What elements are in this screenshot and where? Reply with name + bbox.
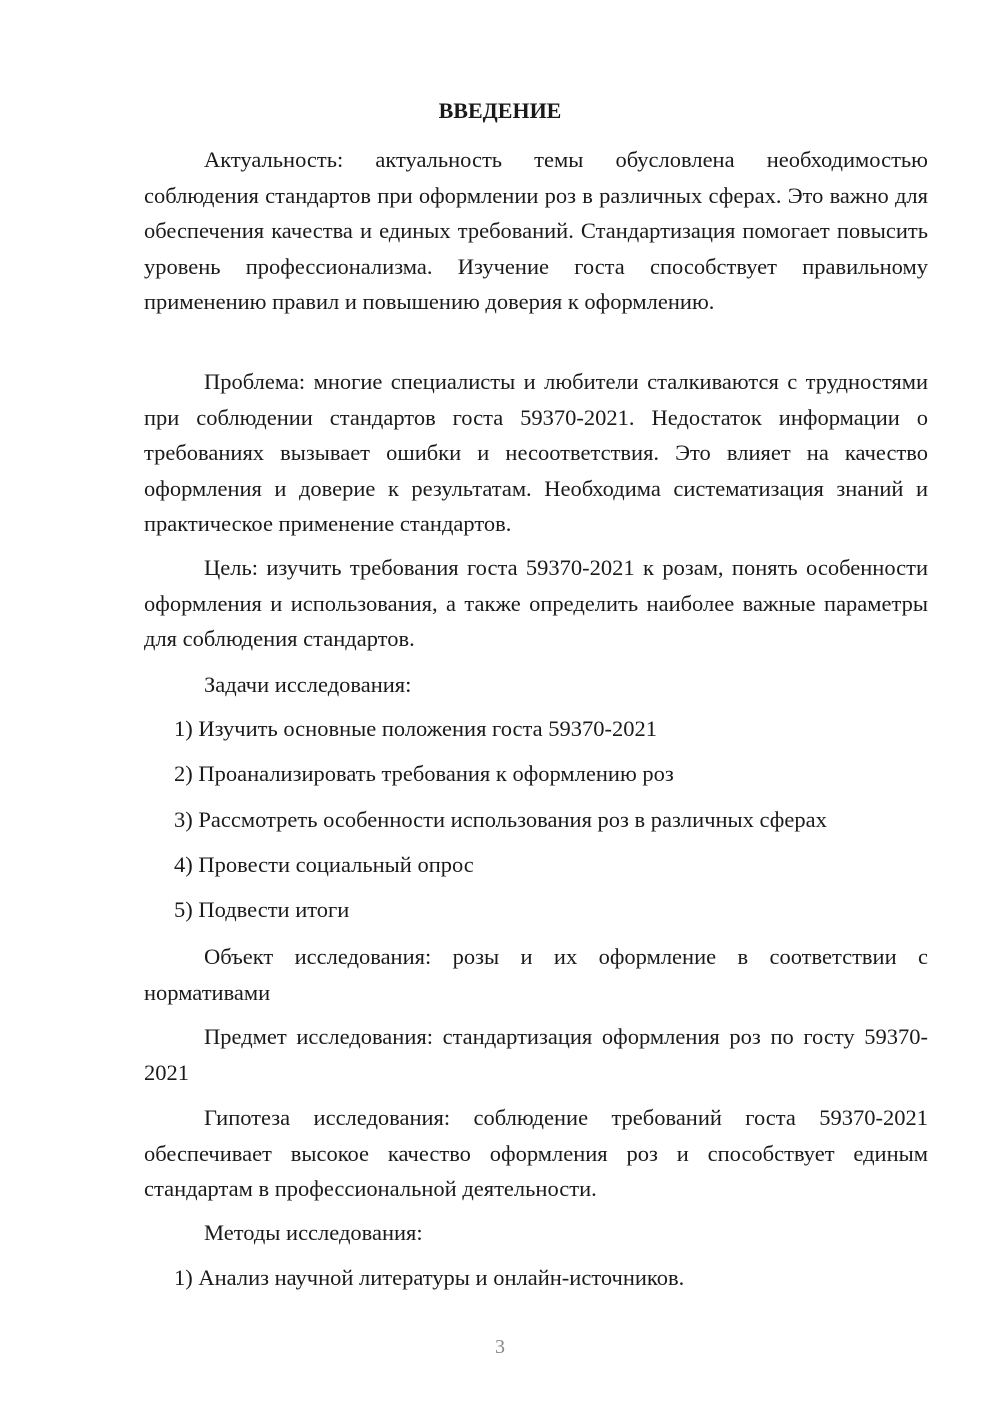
subject-paragraph: Предмет исследования: стандартизация оформления роз по госту 59370-2021 [144,1024,928,1085]
section-title: ВВЕДЕНИЕ [438,98,562,123]
task-item-2: 2) Проанализировать требования к оформлению роз [174,761,674,786]
relevance-paragraph: Актуальность: актуальность темы обусловлена необходимостью соблюдения стандартов при оформлении роз в различных сферах. Это важно для обеспечения качества и единых требований. Стандартизация помогает повысить уровень профессионализма. Изучение госта способствует правильному применению правил и повышению доверия к оформлению. [144,147,928,314]
task-item-4: 4) Провести социальный опрос [174,852,474,877]
task-item-5: 5) Подвести итоги [174,897,350,922]
page-number: 3 [495,1336,505,1358]
goal-paragraph: Цель: изучить требования госта 59370-2021 к розам, понять особенности оформления и использования, а также определить наиболее важные параметры для соблюдения стандартов. [144,555,928,651]
methods-heading: Методы исследования: [204,1220,423,1245]
task-item-1: 1) Изучить основные положения госта 59370-2021 [174,716,657,741]
hypothesis-paragraph: Гипотеза исследования: соблюдение требований госта 59370-2021 обеспечивает высокое качество оформления роз и способствует единым стандартам в профессиональной деятельности. [144,1105,928,1201]
task-item-3: 3) Рассмотреть особенности использования роз в различных сферах [174,807,827,832]
object-paragraph: Объект исследования: розы и их оформление в соответствии с нормативами [144,944,928,1005]
method-item-1: 1) Анализ научной литературы и онлайн-источников. [174,1265,685,1290]
tasks-heading: Задачи исследования: [204,672,412,697]
problem-paragraph: Проблема: многие специалисты и любители сталкиваются с трудностями при соблюдении стандартов госта 59370-2021. Недостаток информации о требованиях вызывает ошибки и несоответствия. Это влияет на качество оформления и доверие к результатам. Необходима систематизация знаний и практическое применение стандартов. [144,369,928,536]
